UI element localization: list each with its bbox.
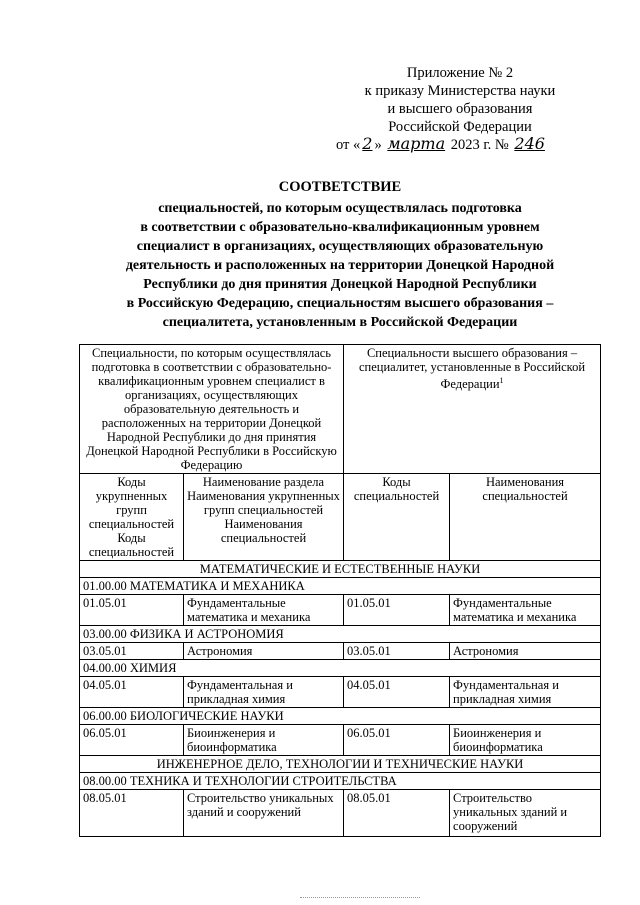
table-row xyxy=(80,725,601,756)
header-right-cell xyxy=(344,345,601,474)
group-row xyxy=(80,708,601,725)
code-right: 03.05.01 xyxy=(344,643,450,660)
table-row xyxy=(80,643,601,660)
appendix-line: и высшего образования xyxy=(387,101,533,117)
order-year: 2023 г. № xyxy=(450,137,509,153)
col-header-names-left: Наименование раздела Наименования укрупненных групп специальностей Наименования специальностей xyxy=(184,474,344,561)
order-mid: » xyxy=(374,137,382,153)
name-right: Строительство уникальных зданий и сооружений xyxy=(450,790,601,837)
name-left: Астрономия xyxy=(184,643,344,660)
code-right: 06.05.01 xyxy=(344,725,450,756)
name-left: Биоинженерия и биоинформатика xyxy=(184,725,344,756)
col-header-codes-left: Коды укрупненных групп специальностей Коды специальностей xyxy=(80,474,184,561)
code-left: 06.05.01 xyxy=(80,725,184,756)
code-left: 04.05.01 xyxy=(80,677,184,708)
section-title: ИНЖЕНЕРНОЕ ДЕЛО, ТЕХНОЛОГИИ И ТЕХНИЧЕСКИЕ НАУКИ xyxy=(80,756,601,773)
appendix-line: Российской Федерации xyxy=(388,119,532,135)
appendix-line: к приказу Министерства науки xyxy=(364,83,556,99)
title-line: в соответствии с образовательно-квалификационным уровнем xyxy=(140,220,540,235)
group-row xyxy=(80,660,601,677)
appendix-line: Приложение № 2 xyxy=(406,65,514,81)
header-left-cell: Специальности, по которым осуществлялась подготовка в соответствии с образовательно-квалификационным уровнем специалист в организациях, осуществляющих образовательную деятельность и расположенных на территории Донецкой Народной Республики до дня принятия Донецкой Народной Республики в Российскую Федерацию xyxy=(80,345,344,474)
table-row xyxy=(80,595,601,626)
correspondence-table xyxy=(79,344,601,837)
group-title: 08.00.00 ТЕХНИКА И ТЕХНОЛОГИИ СТРОИТЕЛЬСТВА xyxy=(80,773,601,790)
group-title: 03.00.00 ФИЗИКА И АСТРОНОМИЯ xyxy=(80,626,601,643)
name-right: Биоинженерия и биоинформатика xyxy=(450,725,601,756)
order-prefix: от « xyxy=(336,137,361,153)
group-title: 06.00.00 БИОЛОГИЧЕСКИЕ НАУКИ xyxy=(80,708,601,725)
name-right: Фундаментальная и прикладная химия xyxy=(450,677,601,708)
table-row xyxy=(80,790,601,837)
code-left: 03.05.01 xyxy=(80,643,184,660)
title-line: специальностей, по которым осуществлялась подготовка xyxy=(158,201,522,216)
document-title xyxy=(60,178,620,332)
table-row xyxy=(80,677,601,708)
code-right: 08.05.01 xyxy=(344,790,450,837)
code-left: 01.05.01 xyxy=(80,595,184,626)
name-left: Фундаментальная и прикладная химия xyxy=(184,677,344,708)
section-title: МАТЕМАТИЧЕСКИЕ И ЕСТЕСТВЕННЫЕ НАУКИ xyxy=(80,561,601,578)
title-heading: СООТВЕТСТВИЕ xyxy=(278,179,402,195)
title-line: деятельность и расположенных на территории Донецкой Народной xyxy=(125,258,555,273)
appendix-header xyxy=(330,64,590,136)
order-month: марта xyxy=(387,134,446,153)
scan-artifact xyxy=(300,897,420,901)
column-header-row xyxy=(80,474,601,561)
order-number: 246 xyxy=(514,134,545,153)
footnote-marker: 1 xyxy=(499,376,504,385)
order-day: 2 xyxy=(362,134,373,153)
name-right: Фундаментальные математика и механика xyxy=(450,595,601,626)
group-title: 01.00.00 МАТЕМАТИКА И МЕХАНИКА xyxy=(80,578,601,595)
name-left: Фундаментальные математика и механика xyxy=(184,595,344,626)
code-right: 01.05.01 xyxy=(344,595,450,626)
section-row xyxy=(80,561,601,578)
section-row xyxy=(80,756,601,773)
name-right: Астрономия xyxy=(450,643,601,660)
title-line: Республики до дня принятия Донецкой Народной Республики xyxy=(143,277,537,292)
title-line: в Российскую Федерацию, специальностям высшего образования – xyxy=(126,296,554,311)
table-header-row xyxy=(80,345,601,474)
code-right: 04.05.01 xyxy=(344,677,450,708)
group-row xyxy=(80,626,601,643)
group-row xyxy=(80,773,601,790)
title-line: специалитета, установленным в Российской Федерации xyxy=(162,315,518,330)
group-row xyxy=(80,578,601,595)
name-left: Строительство уникальных зданий и сооружений xyxy=(184,790,344,837)
header-right-text: Специальности высшего образования – специалитет, установленные в Российской Федерации xyxy=(359,346,586,392)
group-title: 04.00.00 ХИМИЯ xyxy=(80,660,601,677)
order-date-line xyxy=(336,134,596,155)
col-header-codes-right: Коды специальностей xyxy=(344,474,450,561)
code-left: 08.05.01 xyxy=(80,790,184,837)
col-header-names-right: Наименования специальностей xyxy=(450,474,601,561)
title-line: специалист в организациях, осуществляющих образовательную xyxy=(136,239,544,254)
